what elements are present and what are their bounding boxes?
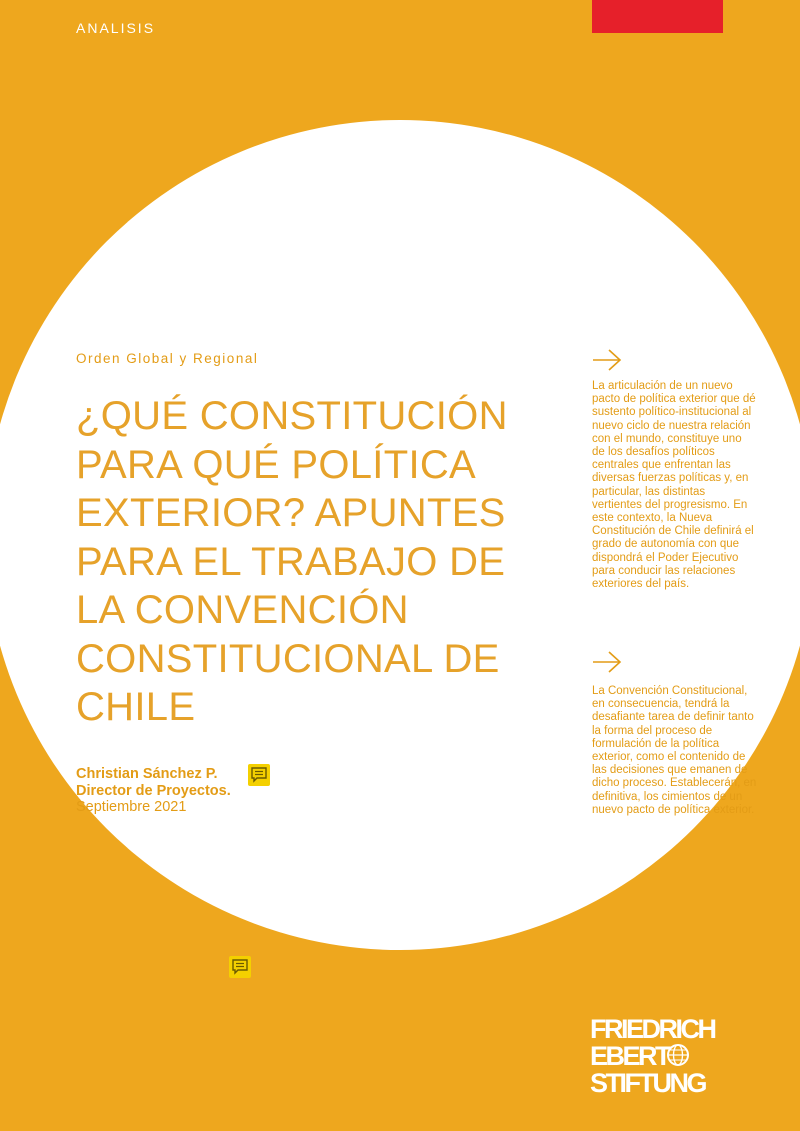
author-role: Director de Proyectos.	[76, 782, 231, 799]
logo-line-3: STIFTUNG	[590, 1068, 705, 1096]
page-title: ¿QUÉ CONSTITUCIÓN PARA QUÉ POLÍTICA EXTERIOR? APUNTES PARA EL TRABAJO DE LA CONVENCIÓN CONSTITUCIONAL DE CHILE	[76, 394, 508, 729]
author-block	[76, 766, 231, 816]
logo-line-2: EBERT	[590, 1041, 670, 1071]
arrow-right-icon	[591, 349, 623, 371]
section-kicker: ANALISIS	[76, 20, 156, 36]
comment-icon[interactable]	[229, 956, 251, 978]
comment-icon[interactable]	[248, 764, 270, 786]
author-name: Christian Sánchez P.	[76, 766, 218, 782]
arrow-right-icon	[591, 651, 623, 673]
sidebar-paragraph-2: La Convención Constitucional, en consecuencia, tendrá la desafiante tarea de definir tanto la forma del proceso de formulación de la política exterior, como el contenido de las decisiones que emanen de dicho proceso. Establecerán, en definitiva, los cimientos de un nuevo pacto de política exterior.	[592, 685, 757, 816]
publication-date: Septiembre 2021	[76, 799, 187, 815]
sidebar-paragraph-1: La articulación de un nuevo pacto de política exterior que dé sustento político-institucional al nuevo ciclo de nuestra relación con el mundo, constituye uno de los desafíos políticos centrales que enfrentan las diversas fuerzas políticas y, en particular, las distintas vertientes del progresismo. En este contexto, la Nueva Constitución de Chile definirá el grado de autonomía con que dispondrá el Poder Ejecutivo para conducir las relaciones exteriores del país.	[592, 380, 756, 591]
fes-logo	[590, 1014, 730, 1096]
logo-line-1: FRIEDRICH	[590, 1014, 715, 1044]
series-label: Orden Global y Regional	[76, 351, 259, 366]
globe-icon	[668, 1045, 688, 1065]
red-header-tab	[592, 0, 723, 33]
